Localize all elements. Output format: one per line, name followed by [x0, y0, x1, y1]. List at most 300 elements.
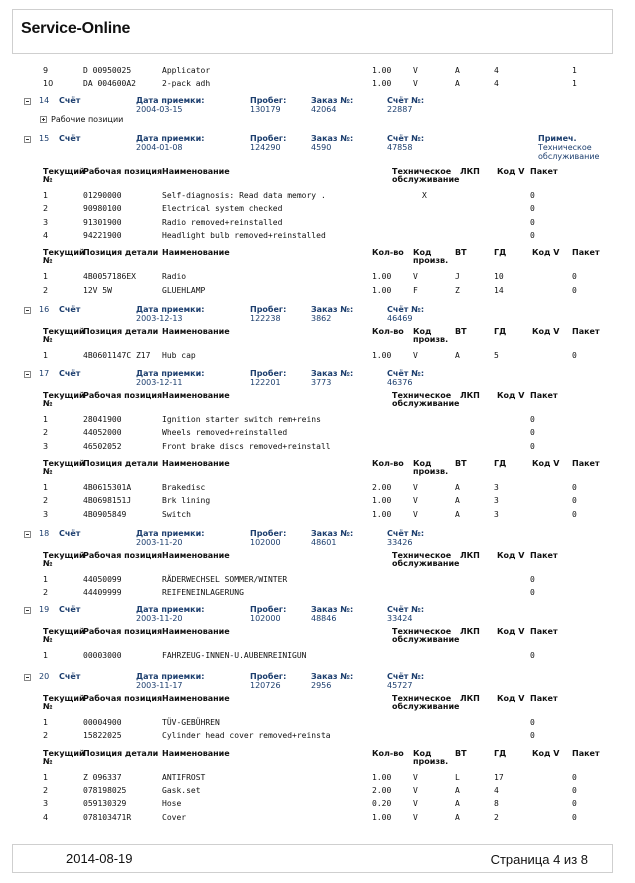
col-header-gd: ГД	[494, 327, 507, 336]
part-row-code: V	[413, 79, 418, 89]
part-row-vt: L	[455, 772, 460, 782]
part-row-gd: 17	[494, 772, 504, 782]
part-row-vt: A	[455, 482, 460, 492]
part-row-code: F	[413, 285, 418, 295]
col-header-name: Наименование	[162, 694, 230, 703]
order-no-label: Заказ №:	[311, 305, 354, 314]
reception-date-label: Дата приемки:	[136, 134, 205, 143]
part-row-packet: 0	[572, 772, 577, 782]
col-header-part-position: Позиция детали	[83, 248, 159, 258]
invoice-no-value: 22887	[387, 105, 413, 114]
col-header-current: Текущий	[43, 627, 85, 636]
order-no-value: 2956	[311, 681, 332, 690]
part-row-gd: 4	[494, 66, 499, 75]
part-row-gd: 2	[494, 812, 499, 822]
col-header-gd: ГД	[494, 748, 507, 758]
col-header-name: Наименование	[162, 748, 230, 758]
work-row-no: 4	[43, 230, 49, 240]
col-header-producer: произв.	[413, 756, 449, 766]
part-row-gd: 14	[494, 285, 504, 295]
invoice-no-label: Счёт №:	[387, 672, 425, 681]
part-row-qty: 1.00	[372, 285, 392, 295]
part-row-vt: A	[455, 496, 460, 506]
collapse-invoice-19[interactable]	[24, 607, 31, 614]
work-row-name: Front brake discs removed+reinstall	[162, 441, 331, 451]
order-no-label: Заказ №:	[311, 605, 354, 614]
invoice-no-value: 33426	[387, 538, 413, 547]
col-header-no: №	[43, 399, 53, 408]
invoice-no-label: Счёт №:	[387, 305, 425, 314]
col-header-code: Код	[413, 327, 432, 336]
work-row-no: 1	[43, 651, 49, 660]
part-row-code: V	[413, 496, 418, 506]
col-header-no: №	[43, 335, 53, 344]
col-header-work-position: Рабочая позиция	[83, 391, 163, 400]
col-header-service: обслуживание	[392, 635, 460, 644]
part-row-gd: 3	[494, 482, 499, 492]
invoice-no-value: 33424	[387, 614, 413, 623]
col-header-packet: Пакет	[530, 627, 558, 636]
part-row-name: Hub cap	[162, 351, 196, 360]
part-row-gd: 4	[494, 79, 499, 89]
work-positions-label[interactable]: Рабочие позиции	[51, 115, 124, 124]
work-row-position: 01290000	[83, 191, 122, 200]
part-row-code: V	[413, 66, 418, 75]
part-row-no: 2	[43, 285, 49, 295]
part-row-gd: 10	[494, 272, 504, 282]
part-row-code: V	[413, 351, 418, 360]
col-header-service: обслуживание	[392, 175, 460, 184]
part-row-packet: 0	[572, 351, 577, 360]
invoice-label: Счёт	[59, 672, 81, 681]
work-row-name: FAHRZEUG-INNEN-U.AUBENREINIGUN	[162, 651, 307, 660]
reception-date-label: Дата приемки:	[136, 672, 205, 681]
col-header-service: обслуживание	[392, 399, 460, 408]
col-header-current: Текущий	[43, 694, 85, 703]
col-header-packet: Пакет	[530, 167, 558, 176]
mileage-value: 130179	[250, 105, 281, 114]
work-row-position: 28041900	[83, 415, 122, 424]
app-title: Service-Online	[21, 20, 131, 37]
work-row-name: REIFENEINLAGERUNG	[162, 588, 244, 598]
col-header-no: №	[43, 559, 53, 568]
work-row-name: Electrical system checked	[162, 204, 283, 214]
work-row-no: 1	[43, 575, 49, 584]
work-row-position: 00003000	[83, 651, 122, 660]
part-row-packet: 0	[572, 482, 577, 492]
work-row-position: 46502052	[83, 441, 122, 451]
col-header-qty: Кол-во	[372, 248, 404, 258]
invoice-label: Счёт	[59, 96, 81, 105]
reception-date-value: 2003-12-13	[136, 314, 183, 323]
work-row-position: 44052000	[83, 428, 122, 438]
col-header-gd: ГД	[494, 248, 507, 258]
note-value: Техническое	[538, 143, 592, 152]
part-row-code: V	[413, 509, 418, 519]
col-header-packet: Пакет	[530, 391, 558, 400]
part-row-position: 4B0905849	[83, 509, 127, 519]
col-header-no: №	[43, 466, 53, 476]
col-header-packet: Пакет	[572, 248, 600, 258]
reception-date-label: Дата приемки:	[136, 96, 205, 105]
order-no-label: Заказ №:	[311, 672, 354, 681]
work-row-packet: 0	[530, 575, 535, 584]
part-row-name: GLUEHLAMP	[162, 285, 206, 295]
part-row-packet: 0	[572, 496, 577, 506]
collapse-invoice-18[interactable]	[24, 531, 31, 538]
reception-date-value: 2004-03-15	[136, 105, 183, 114]
col-header-codev: Код V	[532, 748, 560, 758]
col-header-current: Текущий	[43, 748, 85, 758]
part-row-qty: 2.00	[372, 482, 392, 492]
reception-date-value: 2004-01-08	[136, 143, 183, 152]
col-header-tech: Техническое	[392, 391, 452, 400]
part-row-position: 4B0601147C Z17	[83, 351, 151, 360]
col-header-name: Наименование	[162, 627, 230, 636]
part-row-packet: 0	[572, 799, 577, 809]
work-row-name: Wheels removed+reinstalled	[162, 428, 288, 438]
col-header-work-position: Рабочая позиция	[83, 551, 163, 560]
part-row-qty: 1.00	[372, 272, 392, 282]
col-header-name: Наименование	[162, 458, 230, 468]
part-row-vt: A	[455, 799, 460, 809]
col-header-current: Текущий	[43, 167, 85, 176]
mileage-label: Пробег:	[250, 305, 287, 314]
reception-date-value: 2003-12-11	[136, 378, 183, 387]
part-row-no: 1	[43, 351, 49, 360]
invoice-number: 17	[39, 369, 50, 378]
part-row-packet: 0	[572, 812, 577, 822]
part-row-code: V	[413, 785, 418, 795]
col-header-tech: Техническое	[392, 627, 452, 636]
part-row-vt: A	[455, 785, 460, 795]
invoice-label: Счёт	[59, 305, 81, 314]
part-row-no: 3	[43, 509, 49, 519]
part-row-position: Z 096337	[83, 772, 122, 782]
mileage-value: 102000	[250, 538, 281, 547]
mileage-label: Пробег:	[250, 672, 287, 681]
part-row-name: 2-pack adh	[162, 79, 211, 89]
order-no-value: 42064	[311, 105, 337, 114]
part-row-qty: 2.00	[372, 785, 392, 795]
part-row-code: V	[413, 812, 418, 822]
col-header-no: №	[43, 756, 53, 766]
col-header-codev: Код V	[497, 391, 525, 400]
col-header-packet: Пакет	[572, 458, 600, 468]
col-header-qty: Кол-во	[372, 327, 404, 336]
col-header-no: №	[43, 635, 53, 644]
col-header-qty: Кол-во	[372, 748, 404, 758]
work-row-packet: 0	[530, 718, 535, 727]
page-indicator: Страница 4 из 8	[490, 852, 588, 867]
col-header-work-position: Рабочая позиция	[83, 167, 163, 176]
work-row-name: Ignition starter switch rem+reins	[162, 415, 321, 424]
work-row-position: 44409999	[83, 588, 122, 598]
collapse-invoice-17[interactable]	[24, 371, 31, 378]
work-row-name: Radio removed+reinstalled	[162, 217, 283, 227]
part-row-name: Brk lining	[162, 496, 211, 506]
work-row-name: Cylinder head cover removed+reinsta	[162, 731, 331, 741]
part-row-no: 10	[43, 79, 54, 89]
work-row-position: 15822025	[83, 731, 122, 741]
work-row-name: RÄDERWECHSEL SOMMER/WINTER	[162, 575, 288, 584]
part-row-position: 4B0057186EX	[83, 272, 136, 282]
col-header-packet: Пакет	[572, 327, 600, 336]
part-row-name: Switch	[162, 509, 191, 519]
col-header-part-position: Позиция детали	[83, 458, 159, 468]
col-header-name: Наименование	[162, 391, 230, 400]
invoice-no-label: Счёт №:	[387, 134, 425, 143]
part-row-vt: A	[455, 351, 460, 360]
order-no-label: Заказ №:	[311, 369, 354, 378]
part-row-packet: 1	[572, 79, 577, 89]
part-row-vt: A	[455, 509, 460, 519]
invoice-no-label: Счёт №:	[387, 96, 425, 105]
col-header-current: Текущий	[43, 551, 85, 560]
col-header-name: Наименование	[162, 167, 230, 176]
part-row-gd: 3	[494, 496, 499, 506]
invoice-no-value: 46469	[387, 314, 413, 323]
work-row-packet: 0	[530, 415, 535, 424]
col-header-vt: ВТ	[455, 458, 467, 468]
invoice-no-value: 45727	[387, 681, 413, 690]
reception-date-label: Дата приемки:	[136, 529, 205, 538]
work-row-packet: 0	[530, 428, 535, 438]
col-header-code: Код	[413, 458, 432, 468]
col-header-current: Текущий	[43, 391, 85, 400]
work-row-no: 1	[43, 415, 49, 424]
col-header-no: №	[43, 175, 53, 184]
order-no-value: 3862	[311, 314, 332, 323]
col-header-name: Наименование	[162, 248, 230, 258]
work-row-no: 2	[43, 204, 49, 214]
col-header-vt: ВТ	[455, 748, 467, 758]
col-header-gd: ГД	[494, 458, 507, 468]
col-header-qty: Кол-во	[372, 458, 404, 468]
work-row-no: 2	[43, 428, 49, 438]
part-row-position: 12V 5W	[83, 285, 112, 295]
part-row-name: Applicator	[162, 66, 211, 75]
work-row-position: 44050099	[83, 575, 122, 584]
col-header-service: обслуживание	[392, 702, 460, 711]
part-row-gd: 3	[494, 509, 499, 519]
col-header-codev: Код V	[532, 248, 560, 258]
col-header-tech: Техническое	[392, 694, 452, 703]
invoice-number: 20	[39, 672, 50, 681]
mileage-label: Пробег:	[250, 529, 287, 538]
reception-date-label: Дата приемки:	[136, 605, 205, 614]
invoice-no-label: Счёт №:	[387, 529, 425, 538]
mileage-label: Пробег:	[250, 605, 287, 614]
work-row-packet: 0	[530, 731, 535, 741]
work-row-no: 1	[43, 718, 49, 727]
collapse-invoice-16[interactable]	[24, 307, 31, 314]
part-row-position: 4B0698151J	[83, 496, 132, 506]
work-row-no: 1	[43, 191, 49, 200]
part-row-position: 078103471R	[83, 812, 132, 822]
part-row-qty: 0.20	[372, 799, 392, 809]
part-row-name: ANTIFROST	[162, 772, 206, 782]
col-header-current: Текущий	[43, 248, 85, 258]
part-row-no: 9	[43, 66, 49, 75]
part-row-packet: 0	[572, 285, 577, 295]
work-row-name: Headlight bulb removed+reinstalled	[162, 230, 326, 240]
work-row-no: 2	[43, 588, 49, 598]
invoice-label: Счёт	[59, 134, 81, 143]
col-header-producer: произв.	[413, 256, 449, 266]
col-header-work-position: Рабочая позиция	[83, 694, 163, 703]
part-row-position: 059130329	[83, 799, 127, 809]
invoice-number: 15	[39, 134, 50, 143]
mileage-value: 120726	[250, 681, 281, 690]
expand-work-positions[interactable]	[40, 116, 47, 123]
part-row-code: V	[413, 772, 418, 782]
work-row-packet: 0	[530, 588, 535, 598]
col-header-part-position: Позиция детали	[83, 748, 159, 758]
invoice-number: 19	[39, 605, 50, 614]
part-row-no: 2	[43, 785, 49, 795]
reception-date-label: Дата приемки:	[136, 305, 205, 314]
part-row-no: 3	[43, 799, 49, 809]
part-row-packet: 1	[572, 66, 577, 75]
part-row-code: V	[413, 482, 418, 492]
part-row-packet: 0	[572, 509, 577, 519]
work-row-no: 3	[43, 441, 49, 451]
collapse-invoice-15[interactable]	[24, 136, 31, 143]
reception-date-value: 2003-11-20	[136, 614, 183, 623]
mileage-value: 122238	[250, 314, 281, 323]
part-row-name: Cover	[162, 812, 187, 822]
part-row-qty: 1.00	[372, 496, 392, 506]
part-row-gd: 8	[494, 799, 499, 809]
part-row-qty: 1.00	[372, 351, 392, 360]
col-header-codev: Код V	[497, 694, 525, 703]
part-row-qty: 1.00	[372, 812, 392, 822]
work-row-packet: 0	[530, 651, 535, 660]
mileage-value: 122201	[250, 378, 281, 387]
col-header-name: Наименование	[162, 327, 230, 336]
part-row-position: 078198025	[83, 785, 127, 795]
part-row-qty: 1.00	[372, 509, 392, 519]
work-row-name: TÜV-GEBÜHREN	[162, 718, 220, 727]
part-row-no: 1	[43, 482, 49, 492]
part-row-vt: J	[455, 272, 460, 282]
col-header-lkp: ЛКП	[460, 391, 480, 400]
order-no-label: Заказ №:	[311, 134, 354, 143]
col-header-vt: ВТ	[455, 327, 467, 336]
part-row-name: Gask.set	[162, 785, 201, 795]
collapse-invoice-20[interactable]	[24, 674, 31, 681]
invoice-label: Счёт	[59, 529, 81, 538]
part-row-vt: Z	[455, 285, 460, 295]
col-header-codev: Код V	[497, 167, 525, 176]
order-no-value: 4590	[311, 143, 332, 152]
col-header-lkp: ЛКП	[460, 551, 480, 560]
order-no-label: Заказ №:	[311, 96, 354, 105]
col-header-no: №	[43, 702, 53, 711]
mileage-value: 124290	[250, 143, 281, 152]
invoice-number: 16	[39, 305, 50, 314]
col-header-producer: произв.	[413, 335, 449, 344]
part-row-qty: 1.00	[372, 772, 392, 782]
part-row-gd: 4	[494, 785, 499, 795]
col-header-vt: ВТ	[455, 248, 467, 258]
part-row-qty: 1.00	[372, 79, 392, 89]
part-row-code: V	[413, 272, 418, 282]
col-header-codev: Код V	[532, 327, 560, 336]
order-no-value: 3773	[311, 378, 332, 387]
col-header-packet: Пакет	[572, 748, 600, 758]
note-label: Примеч.	[538, 134, 577, 143]
mileage-label: Пробег:	[250, 96, 287, 105]
invoice-no-value: 46376	[387, 378, 413, 387]
part-row-no: 1	[43, 772, 49, 782]
invoice-no-value: 47858	[387, 143, 413, 152]
col-header-work-position: Рабочая позиция	[83, 627, 163, 636]
invoice-label: Счёт	[59, 369, 81, 378]
work-row-position: 91301900	[83, 217, 122, 227]
work-row-position: 94221900	[83, 230, 122, 240]
part-row-no: 1	[43, 272, 49, 282]
collapse-invoice-14[interactable]	[24, 98, 31, 105]
part-row-code: V	[413, 799, 418, 809]
col-header-tech: Техническое	[392, 167, 452, 176]
print-date: 2014-08-19	[66, 851, 133, 866]
invoice-no-label: Счёт №:	[387, 605, 425, 614]
note-value: обслуживание	[538, 152, 600, 161]
col-header-lkp: ЛКП	[460, 627, 480, 636]
part-row-no: 2	[43, 496, 49, 506]
work-row-packet: 0	[530, 230, 535, 240]
part-row-vt: A	[455, 79, 460, 89]
order-no-value: 48601	[311, 538, 337, 547]
col-header-part-position: Позиция детали	[83, 327, 159, 336]
part-row-packet: 0	[572, 272, 577, 282]
col-header-packet: Пакет	[530, 551, 558, 560]
reception-date-value: 2003-11-20	[136, 538, 183, 547]
part-row-position: D 00950025	[83, 66, 132, 75]
work-row-packet: 0	[530, 204, 535, 214]
work-row-tech: X	[422, 191, 427, 200]
col-header-current: Текущий	[43, 327, 85, 336]
invoice-number: 14	[39, 96, 50, 105]
part-row-name: Brakedisc	[162, 482, 206, 492]
col-header-packet: Пакет	[530, 694, 558, 703]
part-row-no: 4	[43, 812, 49, 822]
col-header-code: Код	[413, 248, 432, 258]
col-header-codev: Код V	[497, 551, 525, 560]
work-row-no: 2	[43, 731, 49, 741]
work-row-packet: 0	[530, 191, 535, 200]
work-row-packet: 0	[530, 217, 535, 227]
col-header-service: обслуживание	[392, 559, 460, 568]
part-row-position: DA 004600A2	[83, 79, 136, 89]
invoice-number: 18	[39, 529, 50, 538]
reception-date-value: 2003-11-17	[136, 681, 183, 690]
mileage-label: Пробег:	[250, 369, 287, 378]
reception-date-label: Дата приемки:	[136, 369, 205, 378]
work-row-name: Self-diagnosis: Read data memory .	[162, 191, 326, 200]
work-row-position: 90980100	[83, 204, 122, 214]
order-no-value: 48846	[311, 614, 337, 623]
col-header-producer: произв.	[413, 466, 449, 476]
work-row-no: 3	[43, 217, 49, 227]
col-header-code: Код	[413, 748, 432, 758]
invoice-label: Счёт	[59, 605, 81, 614]
work-row-packet: 0	[530, 441, 535, 451]
mileage-label: Пробег:	[250, 134, 287, 143]
part-row-vt: A	[455, 812, 460, 822]
